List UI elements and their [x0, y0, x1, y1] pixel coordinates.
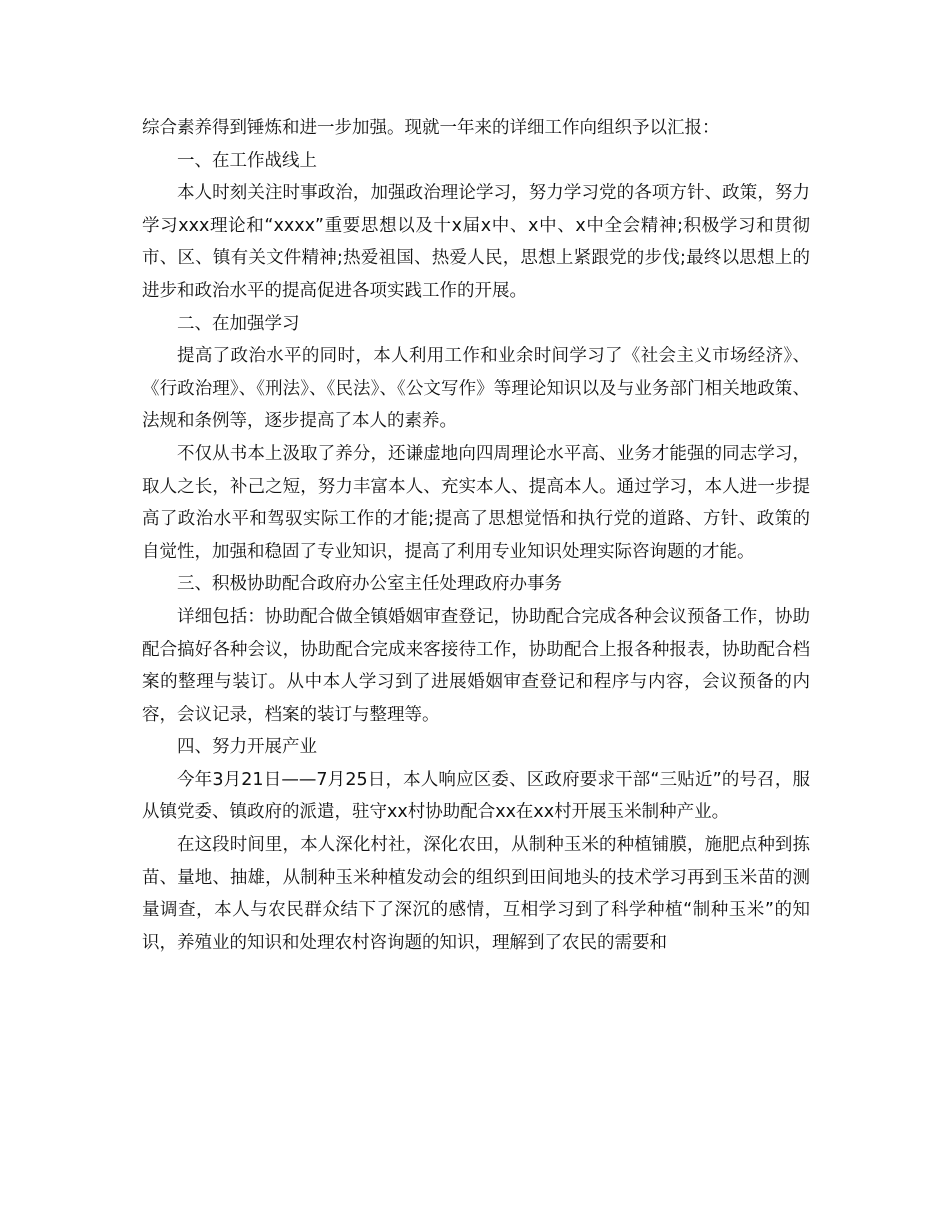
paragraph-industry: 今年3月21日——7月25日，本人响应区委、区政府要求干部“三贴近”的号召，服从镇党委、镇政府的派遣，驻守xx村协助配合xx在xx村开展玉米制种产业。 [142, 769, 810, 823]
section-heading-1: 一、在工作战线上 [177, 150, 317, 171]
section-heading-2: 二、在加强学习 [177, 313, 300, 334]
paragraph-learning: 不仅从书本上汲取了养分，还谦虚地向四周理论水平高、业务才能强的同志学习，取人之长，补己之短，努力丰富本人、充实本人、提高本人。通过学习，本人进一步提高了政治水平和驾驭实际工作的才能;提高了思想觉悟和执行党的道路、方针、政策的自觉性，加强和稳固了专业知识，提高了利用专业知识处理实际咨询题的才能。 [142, 443, 810, 562]
document-body [142, 112, 810, 959]
paragraph-intro: 综合素养得到锤炼和进一步加强。现就一年来的详细工作向组织予以汇报： [142, 118, 720, 138]
paragraph-study: 提高了政治水平的同时，本人利用工作和业余时间学习了《社会主义市场经济》、《行政治理》、《刑法》、《民法》、《公文写作》等理论知识以及与业务部门相关地政策、法规和条例等，逐步提高了本人的素养。 [142, 346, 810, 432]
paragraph-politics: 本人时刻关注时事政治，加强政治理论学习，努力学习党的各项方针、政策，努力学习xxx理论和“xxxx”重要思想以及十x届x中、x中、x中全会精神;积极学习和贯彻市、区、镇有关文件精神;热爱祖国、热爱人民，思想上紧跟党的步伐;最终以思想上的进步和政治水平的提高促进各项实践工作的开展。 [142, 183, 810, 301]
paragraph-village: 在这段时间里，本人深化村社，深化农田，从制种玉米的种植铺膜，施肥点种到拣苗、量地、抽雄，从制种玉米种植发动会的组织到田间地头的技术学习再到玉米苗的测量调查，本人与农民群众结下了深沉的感情，互相学习到了科学种植“制种玉米”的知识，养殖业的知识和处理农村咨询题的知识，理解到了农民的需要和 [142, 835, 810, 953]
section-heading-3: 三、积极协助配合政府办公室主任处理政府办事务 [177, 574, 562, 595]
section-heading-4: 四、努力开展产业 [177, 737, 317, 758]
paragraph-office-work: 详细包括：协助配合做全镇婚姻审查登记，协助配合完成各种会议预备工作，协助配合搞好各种会议，协助配合完成来客接待工作，协助配合上报各种报表，协助配合档案的整理与装订。从中本人学习到了进展婚姻审查登记和程序与内容，会议预备的内容，会议记录，档案的装订与整理等。 [142, 606, 810, 725]
